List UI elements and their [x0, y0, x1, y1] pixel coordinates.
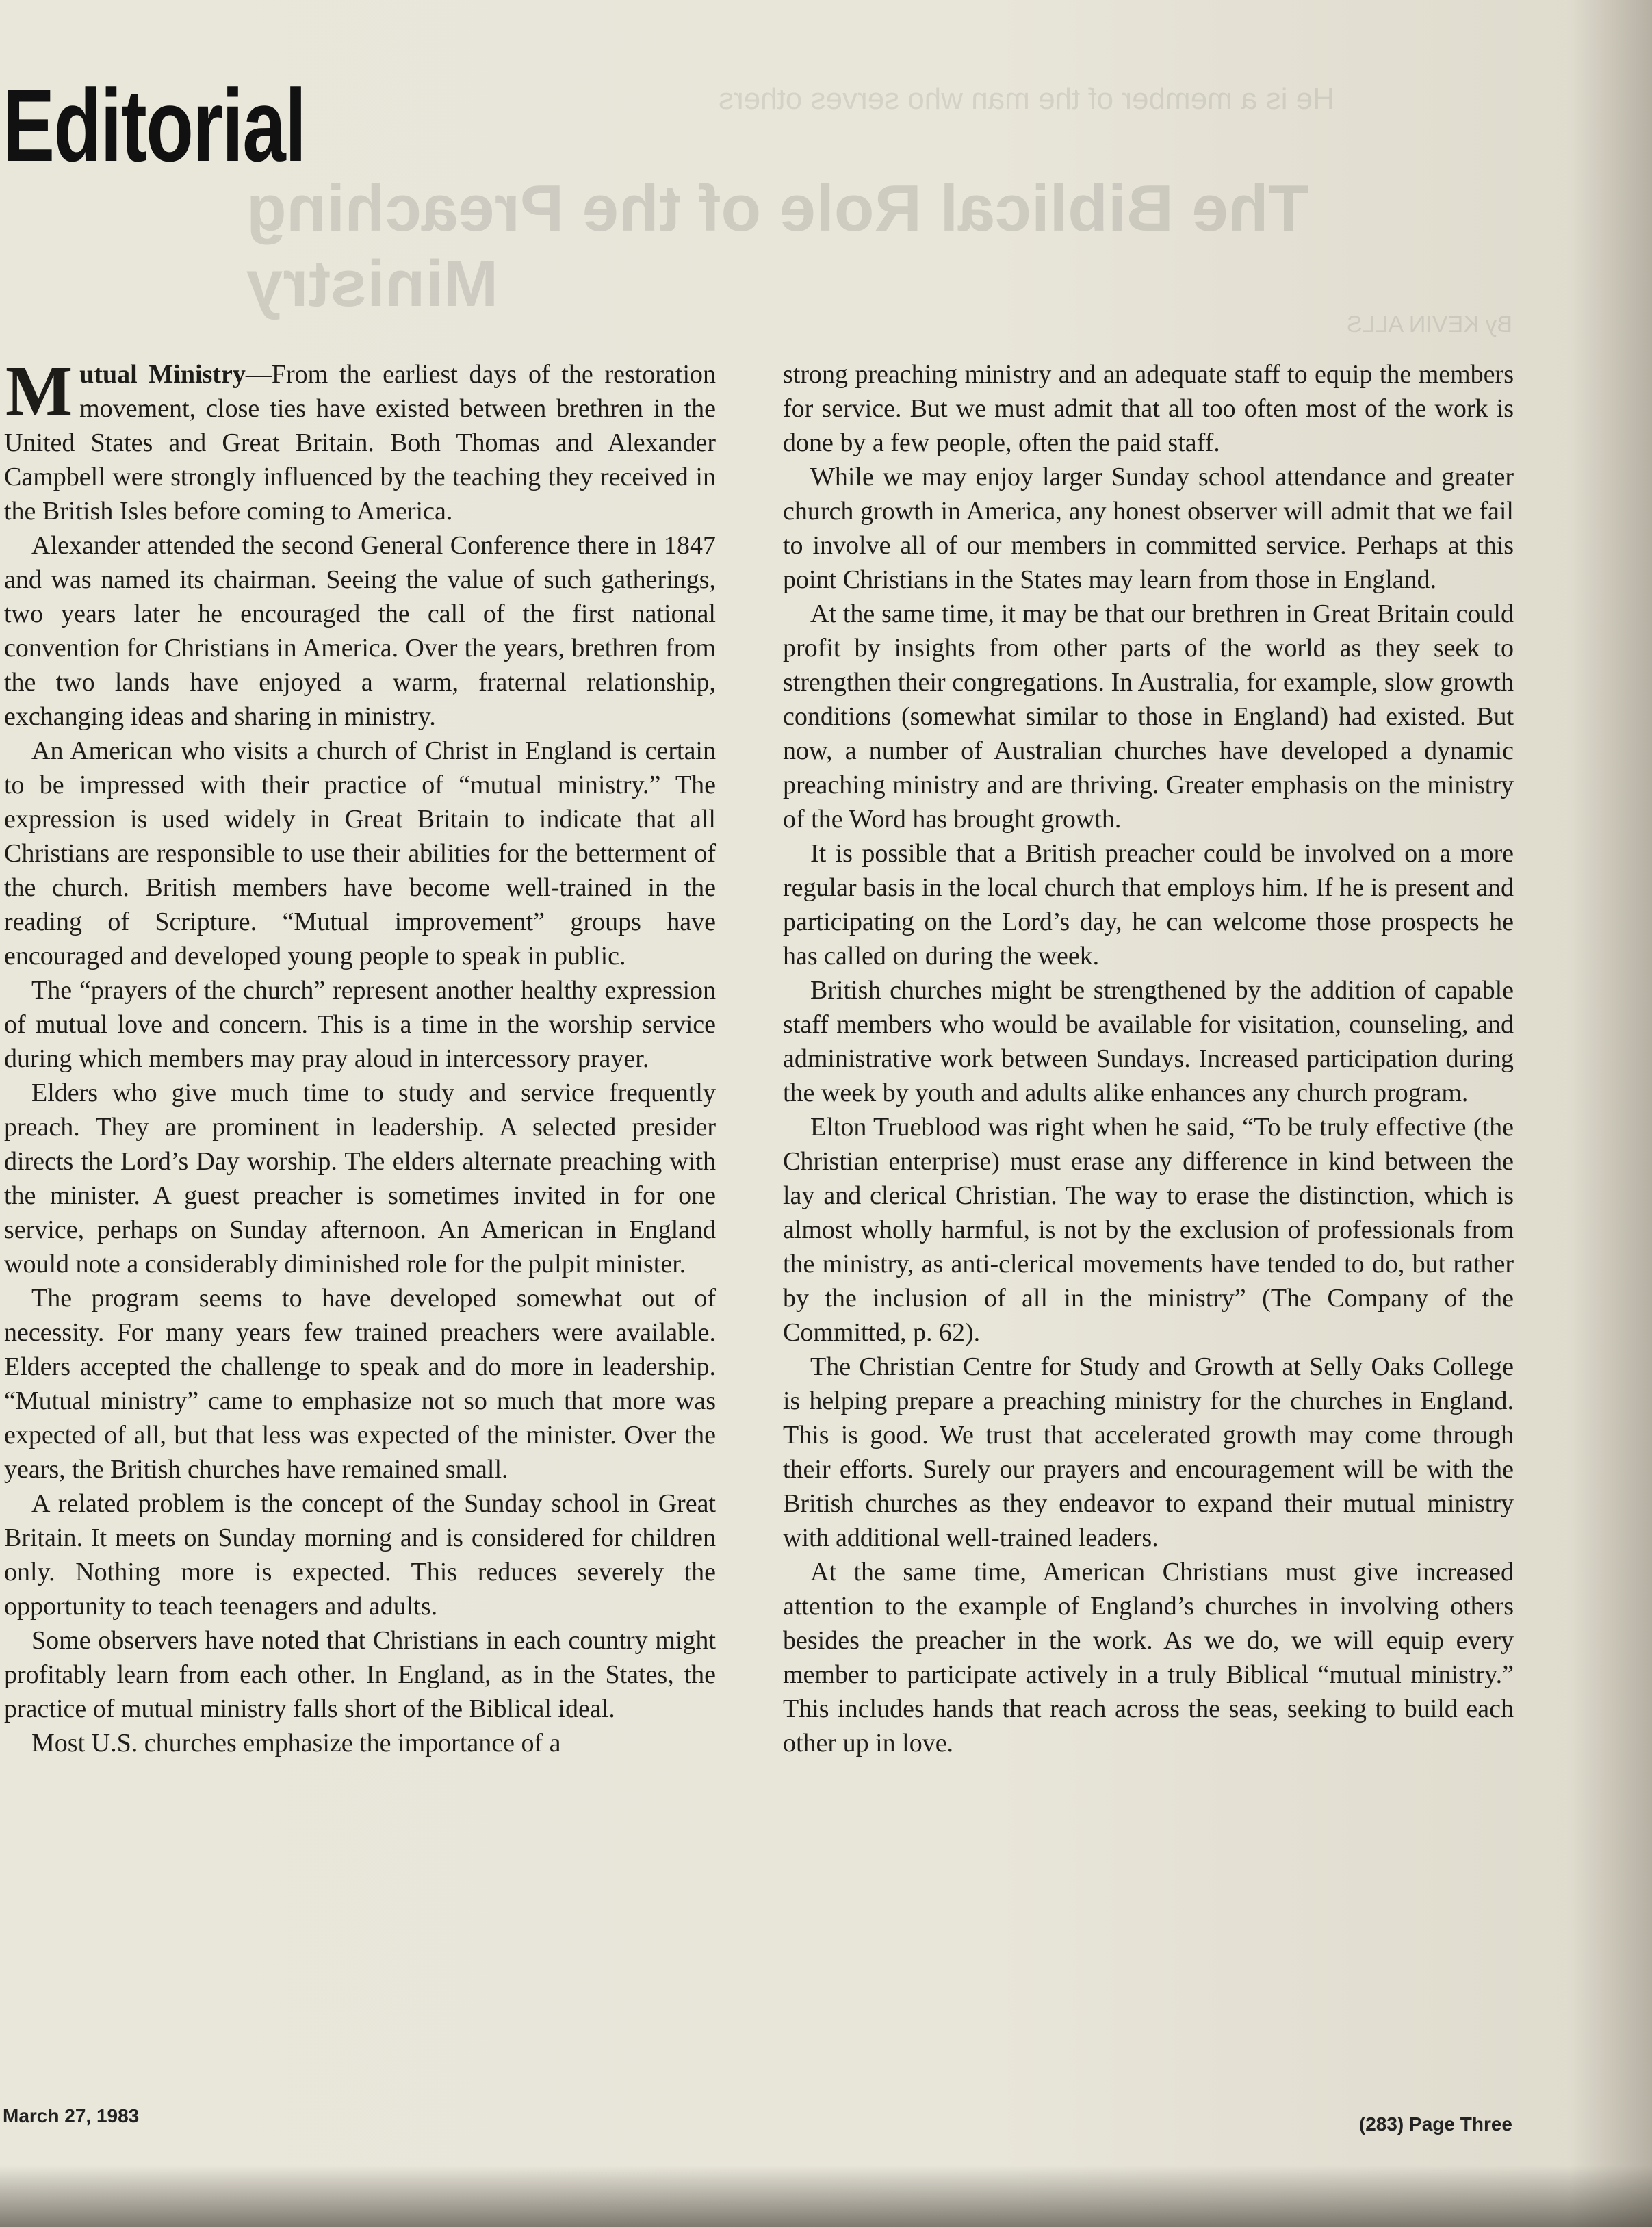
- paragraph: At the same time, it may be that our brethren in Great Britain could profit by insights from other parts of the world as they seek to strengthen their congregations. In Australia, for example, slow growth conditions (somewhat similar to those in England) had existed. But now, a number of Australian churches have developed a dynamic preaching ministry and are thriving. Greater emphasis on the ministry of the Word has brought growth.: [783, 600, 1514, 834]
- bleed-through-title: The Biblical Role of the Preaching Ministry: [246, 172, 1309, 320]
- paragraph: Alexander attended the second General Conference there in 1847 and was named its chairman. Seeing the value of such gatherings, two years later he encouraged the call of the first national convention for Christians in America. Over the years, brethren from the two lands have enjoyed a warm, fraternal relationship, exchanging ideas and sharing in ministry.: [4, 531, 716, 731]
- paragraph: The program seems to have developed somewhat out of necessity. For many years few trained preachers were available. Elders accepted the challenge to speak and do more in leadership. “Mutual ministry” came to emphasize not so much that more was expected of all, but that less was expected of the minister. Over the years, the British churches have remained small.: [4, 1284, 716, 1484]
- left-column: [4, 352, 717, 1760]
- paragraph: An American who visits a church of Christ in England is certain to be impressed with their practice of “mutual ministry.” The expression is used widely in Great Britain to indicate that all Christians are responsible to use their abilities for the betterment of the church. British members have become well-trained in the reading of Scripture. “Mutual improvement” groups have encouraged and developed young people to speak in public.: [4, 736, 716, 970]
- page-number: (283) Page Three: [1358, 2113, 1512, 2135]
- paragraph: strong preaching ministry and an adequate staff to equip the members for service. But we must admit that all too often most of the work is done by a few people, often the paid staff.: [783, 360, 1514, 457]
- paragraph: Elders who give much time to study and service frequently preach. They are prominent in leadership. A selected presider directs the Lord’s Day worship. The elders alternate preaching with the minister. A guest preacher is sometimes invited in for one service, perhaps on Sunday afternoon. An American in England would note a considerably diminished role for the pulpit minister.: [4, 1079, 716, 1278]
- lead-heading: utual Ministry: [79, 360, 246, 389]
- paragraph: While we may enjoy larger Sunday school attendance and greater church growth in America, any honest observer will admit that we fail to involve all of our members in committed service. Perhaps at this point Christians in the States may learn from those in England.: [783, 463, 1514, 594]
- right-column: [783, 357, 1514, 1760]
- lead-text: —From the earliest days of the restoration movement, close ties have existed between brethren in the United States and Great Britain. Both Thomas and Alexander Campbell were strongly influenced by the teaching they received in the British Isles before coming to America.: [4, 360, 717, 526]
- paragraph: Some observers have noted that Christians in each country might profitably learn from each other. In England, as in the States, the practice of mutual ministry falls short of the Biblical ideal.: [4, 1626, 716, 1723]
- paragraph: The “prayers of the church” represent another healthy expression of mutual love and concern. This is a time in the worship service during which members may pray aloud in intercessory prayer.: [4, 976, 716, 1073]
- paragraph: The Christian Centre for Study and Growth at Selly Oaks College is helping prepare a preaching ministry for the churches in England. This is good. We trust that accelerated growth may come through their efforts. Surely our prayers and encouragement will be with the British churches as they endeavor to expand their mutual ministry with additional well-trained leaders.: [783, 1352, 1514, 1552]
- bottom-edge-shadow: [0, 2165, 1652, 2227]
- paragraph: Most U.S. churches emphasize the importance of a: [31, 1729, 561, 1758]
- editorial-masthead: Editorial: [3, 68, 306, 183]
- paragraph: British churches might be strengthened by the addition of capable staff members who would be available for visitation, counseling, and administrative work between Sundays. Increased participation during the week by youth and adults alike enhances any church program.: [783, 976, 1514, 1107]
- lead-paragraph: [4, 352, 717, 528]
- paragraph: A related problem is the concept of the Sunday school in Great Britain. It meets on Sunday morning and is considered for children only. Nothing more is expected. This reduces severely the opportunity to teach teenagers and adults.: [4, 1489, 716, 1621]
- binding-shadow: [1570, 0, 1652, 2227]
- issue-date: March 27, 1983: [3, 2105, 140, 2126]
- paragraph: Elton Trueblood was right when he said, “To be truly effective (the Christian enterprise) must erase any difference in kind between the lay and clerical Christian. The way to erase the distinction, which is almost wholly harmful, is not by the exclusion of professionals from the ministry, as anti-clerical movements have tended to do, but rather by the inclusion of all in the ministry” (The Company of the Committed, p. 62).: [783, 1113, 1514, 1347]
- bleed-through-byline: By KEVIN ALLS: [1347, 311, 1512, 337]
- paragraph: At the same time, American Christians must give increased attention to the example of England’s churches in involving others besides the preacher in the work. As we do, we will equip every member to participate actively in a truly Biblical “mutual ministry.” This includes hands that reach across the seas, seeking to build each other up in love.: [783, 1558, 1514, 1758]
- bleed-through-kicker: He is a member of the man who serves others: [719, 82, 1334, 116]
- drop-cap: M: [5, 352, 73, 430]
- paragraph: It is possible that a British preacher could be involved on a more regular basis in the local church that employs him. If he is present and participating on the Lord’s day, he can welcome those prospects he has called on during the week.: [783, 839, 1514, 970]
